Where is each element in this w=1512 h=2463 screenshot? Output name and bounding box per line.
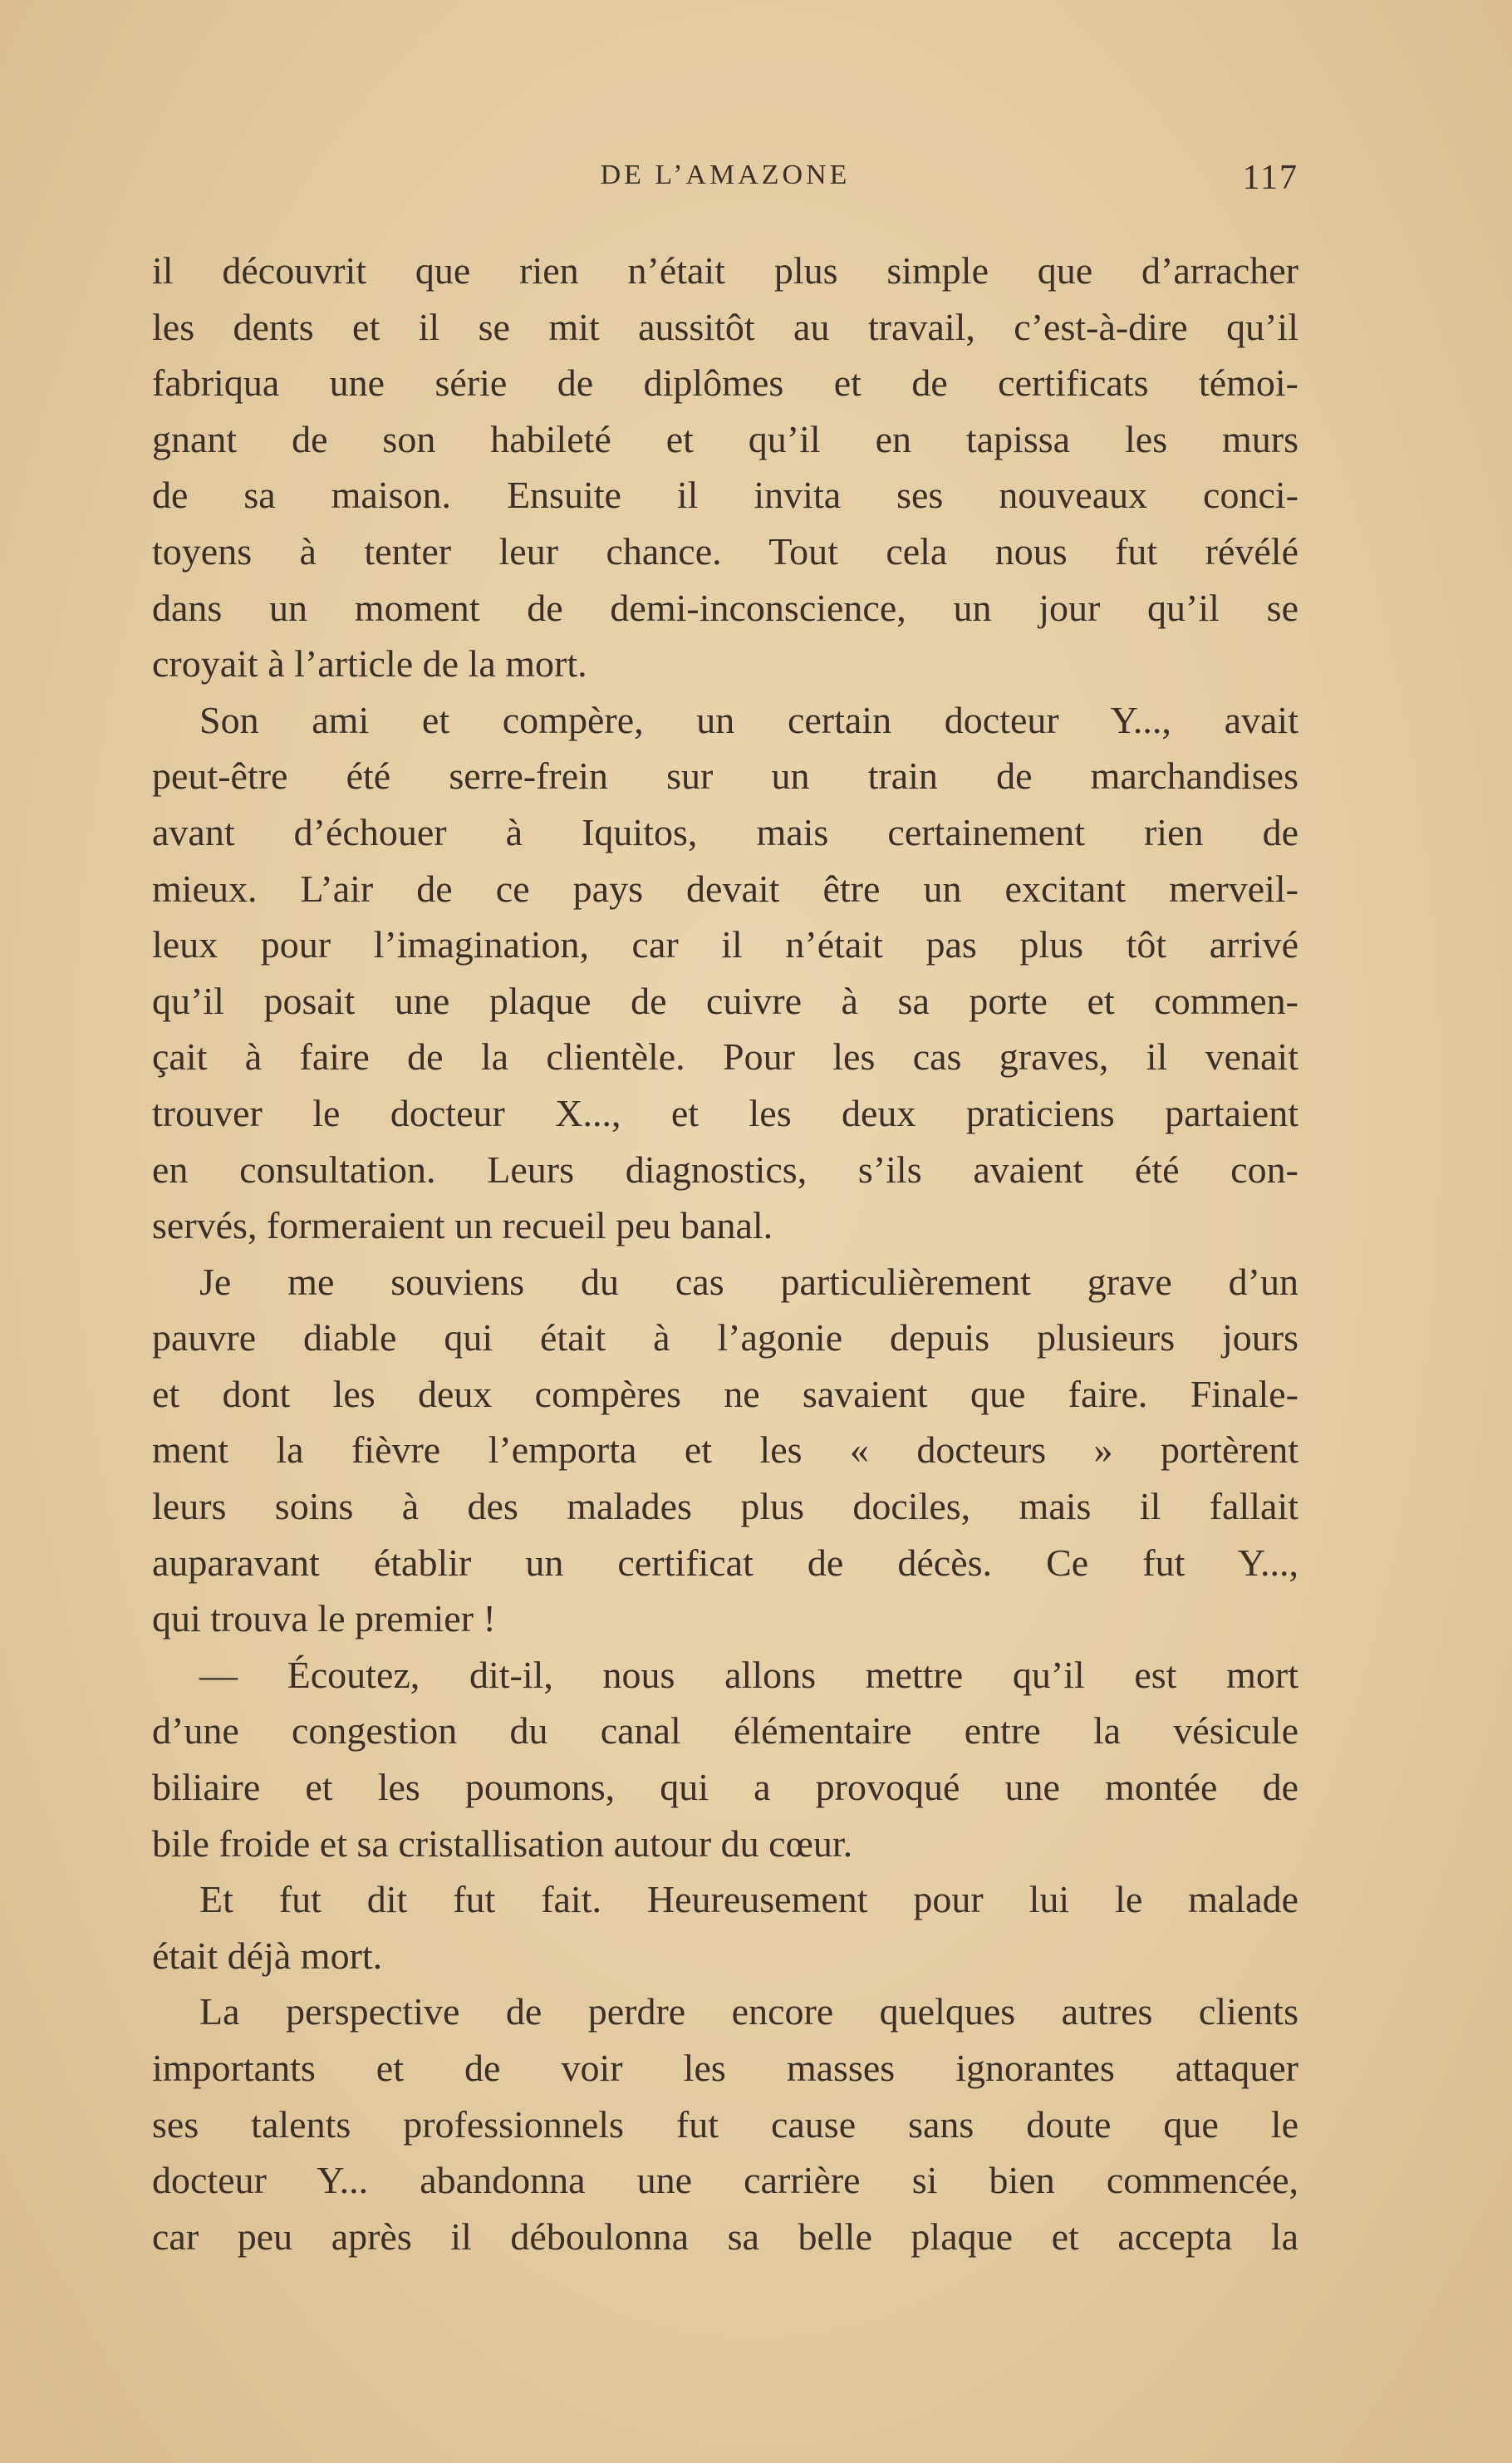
body-text bbox=[152, 243, 1298, 2264]
text-line: croyait à l’article de la mort. bbox=[152, 642, 587, 686]
text-line: ses talents professionnels fut cause sans doute que le bbox=[152, 2102, 1298, 2146]
text-line: était déjà mort. bbox=[152, 1934, 383, 1977]
text-line: et dont les deux compères ne savaient que faire. Finale- bbox=[152, 1372, 1298, 1415]
text-line: Et fut dit fut fait. Heureusement pour lui le malade bbox=[199, 1878, 1298, 1921]
text-line: docteur Y... abandonna une carrière si bien commencée, bbox=[152, 2159, 1298, 2202]
text-line: de sa maison. Ensuite il invita ses nouveaux conci- bbox=[152, 474, 1298, 517]
text-line: biliaire et les poumons, qui a provoqué une montée de bbox=[152, 1766, 1298, 1809]
text-line: en consultation. Leurs diagnostics, s’ils avaient été con- bbox=[152, 1148, 1298, 1191]
text-line: les dents et il se mit aussitôt au travail, c’est-à-dire qu’il bbox=[152, 305, 1298, 348]
text-line: mieux. L’air de ce pays devait être un excitant merveil- bbox=[152, 867, 1298, 910]
text-line: d’une congestion du canal élémentaire entre la vésicule bbox=[152, 1709, 1298, 1753]
text-line: bile froide et sa cristallisation autour du cœur. bbox=[152, 1821, 853, 1865]
text-line: trouver le docteur X..., et les deux praticiens partaient bbox=[152, 1091, 1298, 1134]
text-line: La perspective de perdre encore quelques autres clients bbox=[199, 1990, 1298, 2033]
text-line: çait à faire de la clientèle. Pour les cas graves, il venait bbox=[152, 1035, 1298, 1079]
text-line: qu’il posait une plaque de cuivre à sa porte et commen- bbox=[152, 979, 1298, 1022]
text-line: car peu après il déboulonna sa belle plaque et accepta la bbox=[152, 2215, 1298, 2258]
text-line: Je me souviens du cas particulièrement grave d’un bbox=[199, 1260, 1298, 1303]
text-line: leux pour l’imagination, car il n’était pas plus tôt arrivé bbox=[152, 923, 1298, 966]
text-line: peut-être été serre-frein sur un train de marchandises bbox=[152, 755, 1298, 798]
text-line: pauvre diable qui était à l’agonie depuis plusieurs jours bbox=[152, 1316, 1298, 1359]
text-line: toyens à tenter leur chance. Tout cela nous fut révélé bbox=[152, 529, 1298, 573]
running-title: DE L’AMAZONE bbox=[600, 160, 851, 190]
text-line: il découvrit que rien n’était plus simple que d’arracher bbox=[152, 249, 1298, 292]
text-line: importants et de voir les masses ignorantes attaquer bbox=[152, 2047, 1298, 2089]
text-line: gnant de son habileté et qu’il en tapissa les murs bbox=[152, 417, 1298, 460]
text-line: dans un moment de demi-inconscience, un jour qu’il se bbox=[152, 586, 1298, 629]
text-line: leurs soins à des malades plus dociles, mais il fallait bbox=[152, 1485, 1298, 1528]
page-number: 117 bbox=[1242, 159, 1298, 197]
text-line: ment la fièvre l’emporta et les « docteurs » portèrent bbox=[152, 1428, 1298, 1472]
text-line: qui trouva le premier ! bbox=[152, 1597, 496, 1640]
text-line: avant d’échouer à Iquitos, mais certainement rien de bbox=[152, 810, 1298, 853]
page-header bbox=[152, 160, 1298, 209]
text-line: Son ami et compère, un certain docteur Y..., avait bbox=[199, 698, 1298, 741]
text-line: servés, formeraient un recueil peu banal. bbox=[152, 1204, 773, 1247]
text-line: fabriqua une série de diplômes et de certificats témoi- bbox=[152, 361, 1298, 405]
text-line: auparavant établir un certificat de décès. Ce fut Y..., bbox=[152, 1541, 1298, 1584]
text-line: — Écoutez, dit-il, nous allons mettre qu’il est mort bbox=[199, 1653, 1298, 1696]
